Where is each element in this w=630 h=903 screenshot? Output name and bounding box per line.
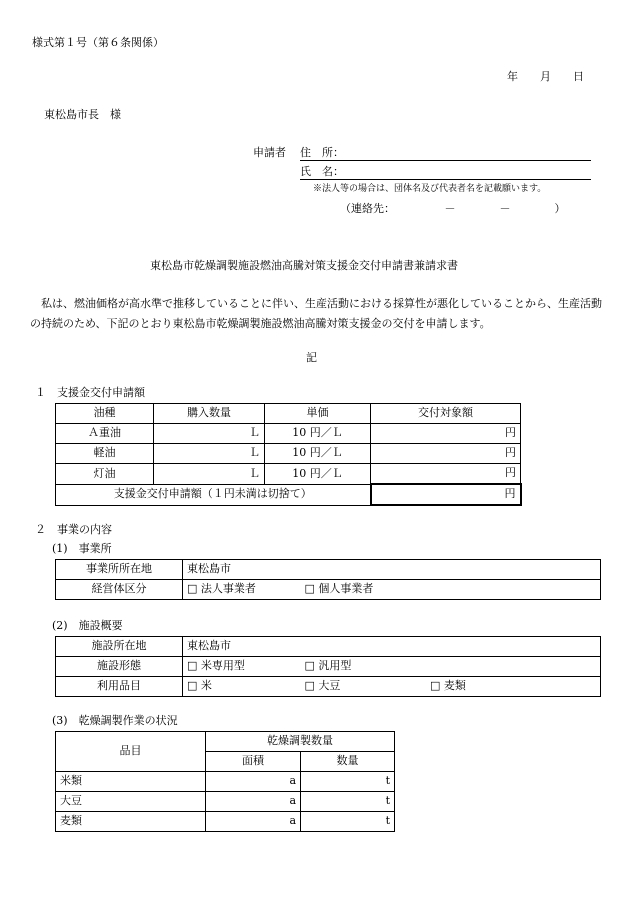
qty-cell[interactable]: t bbox=[301, 772, 395, 792]
header-fuel: 油種 bbox=[56, 404, 154, 424]
use-items-label: 利用品目 bbox=[56, 677, 183, 697]
item-name: 米類 bbox=[56, 772, 206, 792]
quantity-cell[interactable]: Ｌ bbox=[154, 464, 265, 485]
amount-cell[interactable]: 円 bbox=[371, 444, 521, 464]
item-name: 麦類 bbox=[56, 812, 206, 832]
area-cell[interactable]: a bbox=[206, 772, 301, 792]
corporate-note: ※法人等の場合は、団体名及び代表者名を記載願います。 bbox=[313, 184, 547, 194]
sub2-heading: (2) 施設概要 bbox=[52, 619, 123, 632]
qty-cell[interactable]: t bbox=[301, 792, 395, 812]
amount-cell[interactable]: 円 bbox=[371, 464, 521, 485]
management-type-label: 経営体区分 bbox=[56, 580, 183, 600]
section2-heading: ２ 事業の内容 bbox=[35, 523, 112, 536]
fuel-name: 軽油 bbox=[56, 444, 154, 464]
applicant-label: 申請者 bbox=[253, 146, 286, 159]
office-table bbox=[55, 559, 601, 600]
table-row bbox=[56, 444, 521, 464]
area-header: 面積 bbox=[206, 752, 301, 772]
document-title: 東松島市乾燥調製施設燃油高騰対策支援金交付申請書兼請求書 bbox=[150, 259, 458, 272]
header-quantity: 購入数量 bbox=[154, 404, 265, 424]
table-row bbox=[56, 792, 395, 812]
item-header: 品目 bbox=[56, 732, 206, 772]
checkbox-corporate[interactable]: □ 法人事業者 bbox=[187, 582, 256, 596]
office-location-label: 事業所所在地 bbox=[56, 560, 183, 580]
office-location-value[interactable]: 東松島市 bbox=[183, 560, 601, 580]
table-row bbox=[56, 424, 521, 444]
quantity-cell[interactable]: Ｌ bbox=[154, 444, 265, 464]
header-unit-price: 単価 bbox=[265, 404, 371, 424]
address-field[interactable] bbox=[300, 146, 591, 161]
header-target-amount: 交付対象額 bbox=[371, 404, 521, 424]
address-label: 住 所： bbox=[300, 146, 344, 159]
qty-header: 数量 bbox=[301, 752, 395, 772]
item-name: 大豆 bbox=[56, 792, 206, 812]
checkbox-general-purpose[interactable]: □ 汎用型 bbox=[304, 659, 352, 673]
quantity-cell[interactable]: Ｌ bbox=[154, 424, 265, 444]
checkbox-rice-only[interactable]: □ 米専用型 bbox=[187, 659, 245, 673]
unit-price: 10 円／Ｌ bbox=[265, 444, 371, 464]
form-number: 様式第１号（第６条関係） bbox=[32, 36, 164, 49]
facility-table bbox=[55, 636, 601, 697]
facility-form-label: 施設形態 bbox=[56, 657, 183, 677]
area-cell[interactable]: a bbox=[206, 812, 301, 832]
application-amount-table bbox=[55, 403, 522, 506]
checkbox-rice[interactable]: □ 米 bbox=[187, 679, 212, 693]
checkbox-individual[interactable]: □ 個人事業者 bbox=[304, 582, 374, 596]
total-row bbox=[56, 484, 521, 505]
drying-quantity-header: 乾燥調製数量 bbox=[206, 732, 395, 752]
table-row bbox=[56, 812, 395, 832]
table-row bbox=[56, 464, 521, 485]
checkbox-wheat[interactable]: □ 麦類 bbox=[430, 679, 466, 693]
unit-price: 10 円／Ｌ bbox=[265, 424, 371, 444]
name-field[interactable] bbox=[300, 165, 591, 180]
name-label: 氏 名： bbox=[300, 165, 344, 178]
contact-line: （連絡先： － － ） bbox=[340, 202, 566, 215]
unit-price: 10 円／Ｌ bbox=[265, 464, 371, 485]
total-label: 支援金交付申請額（１円未満は切捨て） bbox=[56, 484, 371, 505]
total-amount-cell[interactable]: 円 bbox=[371, 484, 521, 505]
section1-heading: １ 支援金交付申請額 bbox=[35, 386, 145, 399]
date-line: 年 月 日 bbox=[507, 70, 584, 83]
qty-cell[interactable]: t bbox=[301, 812, 395, 832]
ki-marker: 記 bbox=[306, 351, 317, 364]
facility-location-value[interactable]: 東松島市 bbox=[183, 637, 601, 657]
use-items-options bbox=[183, 677, 601, 697]
facility-location-label: 施設所在地 bbox=[56, 637, 183, 657]
amount-cell[interactable]: 円 bbox=[371, 424, 521, 444]
addressee: 東松島市長 様 bbox=[44, 108, 121, 121]
facility-form-options bbox=[183, 657, 601, 677]
checkbox-soybean[interactable]: □ 大豆 bbox=[304, 679, 341, 693]
drying-work-table bbox=[55, 731, 395, 832]
fuel-name: Ａ重油 bbox=[56, 424, 154, 444]
fuel-name: 灯油 bbox=[56, 464, 154, 485]
body-text: 私は、燃油価格が高水準で推移していることに伴い、生産活動における採算性が悪化していることから、生産活動の持続のため、下記のとおり東松島市乾燥調製施設燃油高騰対策支援金の交付を申請します。 bbox=[30, 297, 602, 330]
table-row bbox=[56, 772, 395, 792]
sub1-heading: (1) 事業所 bbox=[52, 542, 112, 555]
sub3-heading: (3) 乾燥調製作業の状況 bbox=[52, 714, 178, 727]
area-cell[interactable]: a bbox=[206, 792, 301, 812]
management-type-options bbox=[183, 580, 601, 600]
